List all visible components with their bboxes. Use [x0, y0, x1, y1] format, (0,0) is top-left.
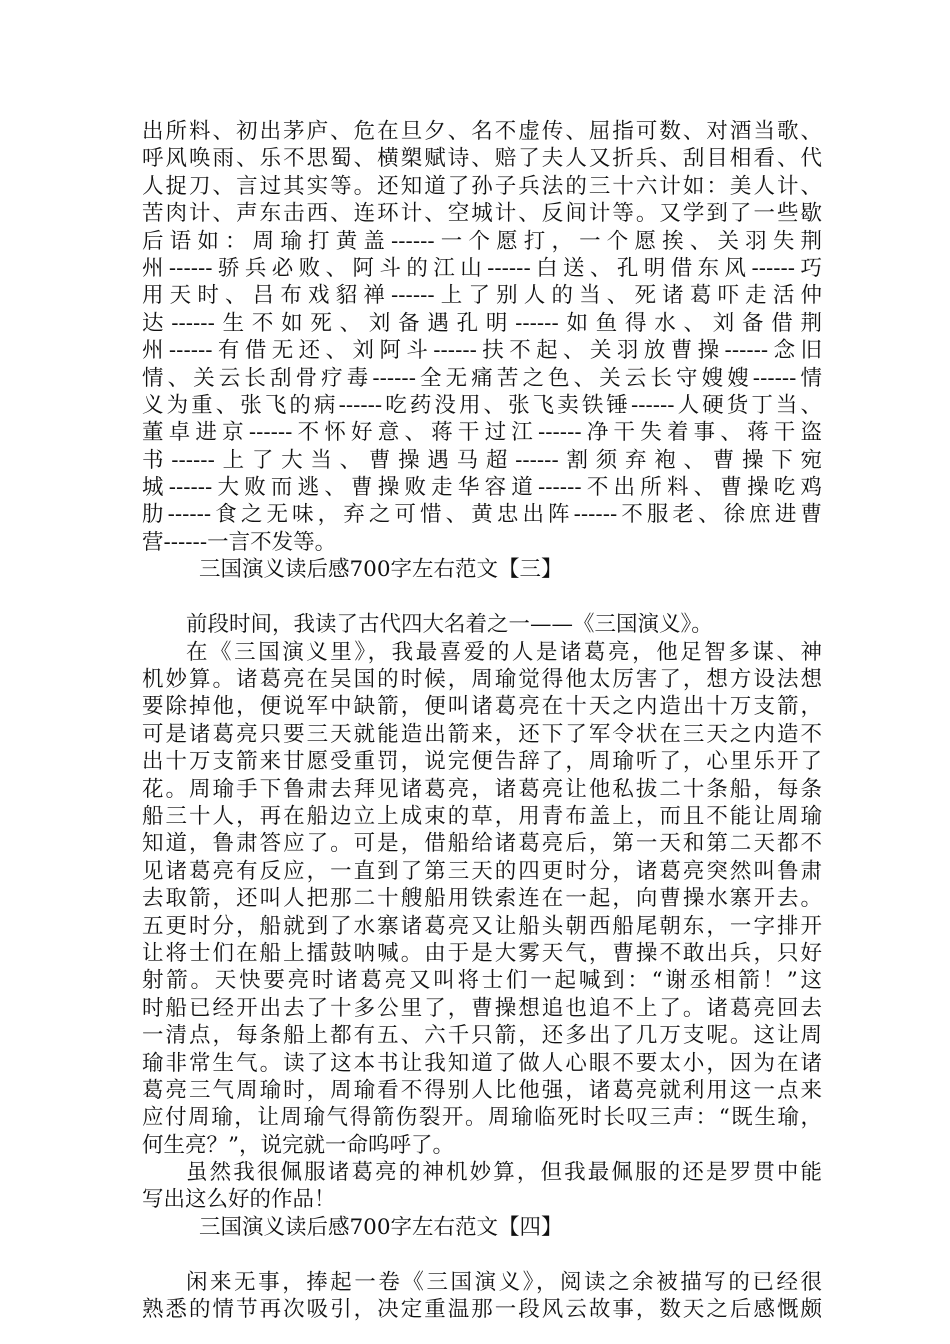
section-heading-4: 三国演义读后感700字左右范文【四】	[199, 1214, 563, 1240]
text-line: 机妙算。诸葛亮在吴国的时候，周瑜觉得他太厉害了，想方设法想	[142, 667, 822, 693]
text-line: 营------一言不发等。	[142, 529, 337, 555]
text-line: 应付周瑜，让周瑜气得箭伤裂开。周瑜临死时长叹三声：“既生瑜，	[142, 1105, 822, 1131]
section-3-body	[142, 611, 822, 1214]
text-line: 花。周瑜手下鲁肃去拜见诸葛亮，诸葛亮让他私拔二十条船，每条	[142, 776, 822, 802]
text-line: 城------大败而逃、曹操败走华容道------不出所料、曹操吃鸡	[142, 475, 822, 501]
document-page	[142, 118, 822, 1324]
text-line: 何生亮？”，说完就一命呜呼了。	[142, 1132, 454, 1158]
text-line: 熟悉的情节再次吸引，决定重温那一段风云故事，数天之后感慨颇	[142, 1297, 822, 1323]
text-line: 出十万支箭来甘愿受重罚，说完便告辞了，周瑜听了，心里乐开了	[142, 749, 822, 775]
text-line: 船三十人，再在船边立上成束的草，用青布盖上，而且不能让周瑜	[142, 803, 822, 829]
text-line: 肋------食之无味，弃之可惜、黄忠出阵------不服老、徐庶进曹	[142, 502, 822, 528]
text-line: 呼风唤雨、乐不思蜀、横槊赋诗、赔了夫人又折兵、刮目相看、代	[142, 146, 822, 172]
text-line: 五更时分，船就到了水寨诸葛亮又让船头朝西船尾朝东，一字排开	[142, 913, 822, 939]
text-line: 知道，鲁肃答应了。可是，借船给诸葛亮后，第一天和第二天都不	[142, 831, 822, 857]
blank-line	[142, 584, 822, 611]
paragraph-first-line: 在《三国演义里》，我最喜爱的人是诸葛亮，他足智多谋、神	[186, 639, 822, 665]
text-line: 义为重、张飞的病------吃药没用、张飞卖铁锤------人硬货丁当、	[142, 392, 822, 418]
blank-line	[142, 1242, 822, 1269]
text-line: 人捉刀、言过其实等。还知道了孙子兵法的三十六计如：美人计、	[142, 173, 822, 199]
text-line: 射箭。天快要亮时诸葛亮又叫将士们一起喊到：“谢丞相箭！”这	[142, 968, 822, 994]
text-line: 写出这么好的作品！	[142, 1187, 336, 1213]
text-line: 让将士们在船上擂鼓呐喊。由于是大雾天气，曹操不敢出兵，只好	[142, 940, 822, 966]
section-heading-3: 三国演义读后感700字左右范文【三】	[199, 557, 563, 583]
section-continued	[142, 118, 822, 556]
text-line: 州------骄兵必败、阿斗的江山------白送、孔明借东风------巧	[142, 255, 822, 281]
text-line: 书------上了大当、曹操遇马超------割须弃袍、曹操下宛	[142, 447, 822, 473]
paragraph-first-line: 闲来无事，捧起一卷《三国演义》，阅读之余被描写的已经很	[186, 1269, 822, 1295]
text-line: 时船已经开出去了十多公里了，曹操想追也追不上了。诸葛亮回去	[142, 995, 822, 1021]
text-line: 董卓进京------不怀好意、蒋干过江------净干失着事、蒋干盗	[142, 420, 822, 446]
text-line: 可是诸葛亮只要三天就能造出箭来，还下了军令状在三天之内造不	[142, 721, 822, 747]
text-line: 用天时、吕布戏貂禅------上了别人的当、死诸葛吓走活仲	[142, 283, 822, 309]
section-4-body	[142, 1269, 822, 1324]
text-line: 情、关云长刮骨疗毒------全无痛苦之色、关云长守嫂嫂------情	[142, 365, 822, 391]
text-line: 葛亮三气周瑜时，周瑜看不得别人比他强，诸葛亮就利用这一点来	[142, 1077, 822, 1103]
paragraph-first-line: 虽然我很佩服诸葛亮的神机妙算，但我最佩服的还是罗贯中能	[186, 1160, 822, 1186]
text-line: 见诸葛亮有反应，一直到了第三天的四更时分，诸葛亮突然叫鲁肃	[142, 858, 822, 884]
text-line: 一清点，每条船上都有五、六千只箭，还多出了几万支呢。这让周	[142, 1023, 822, 1049]
text-line: 州------有借无还、刘阿斗------扶不起、关羽放曹操------念旧	[142, 338, 822, 364]
text-line: 瑜非常生气。读了这本书让我知道了做人心眼不要太小，因为在诸	[142, 1050, 822, 1076]
text-line: 去取箭，还叫人把那二十艘船用铁索连在一起，向曹操水寨开去。	[142, 886, 822, 912]
text-line: 要除掉他，便说军中缺箭，便叫诸葛亮在十天之内造出十万支箭，	[142, 694, 822, 720]
paragraph-first-line: 前段时间，我读了古代四大名着之一——《三国演义》。	[186, 612, 713, 638]
text-line: 达------生不如死、刘备遇孔明------如鱼得水、刘备借荆	[142, 310, 822, 336]
text-line: 苦肉计、声东击西、连环计、空城计、反间计等。又学到了一些歇	[142, 201, 822, 227]
text-line: 后语如：周瑜打黄盖------一个愿打，一个愿挨、关羽失荆	[142, 228, 822, 254]
text-line: 出所料、初出茅庐、危在旦夕、名不虚传、屈指可数、对酒当歌、	[142, 119, 822, 144]
